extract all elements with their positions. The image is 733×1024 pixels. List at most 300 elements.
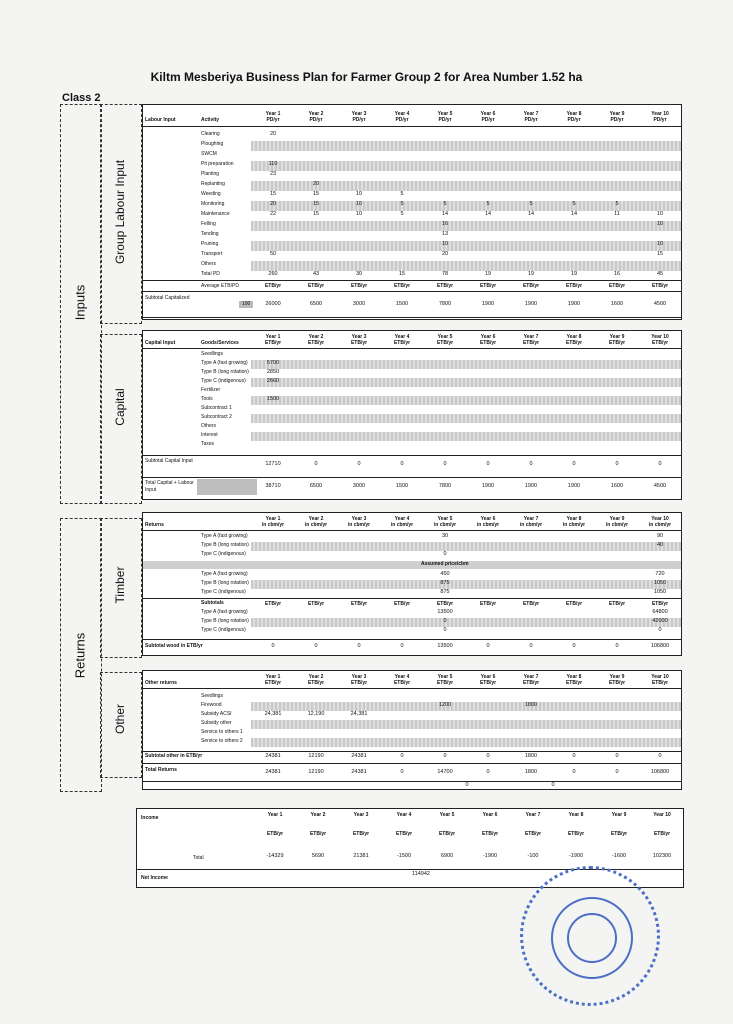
timber-label: Timber [113,566,127,604]
year-header: Year 7 [523,111,539,117]
year-header: Year 8 [568,812,584,818]
labour-row [251,141,681,151]
capital-subtotal-cell: 0 [529,461,533,467]
labour-subtotal-table [142,280,682,318]
table-head-label: Capital Input [145,340,176,346]
unit-header: ETB/yr [352,831,370,837]
unit-header: PD/yr [309,117,323,123]
unit-header: ETB/yr [393,283,411,289]
timber-volume-row [251,542,681,551]
labour-cell: 20 [269,131,277,137]
labour-cell: 10 [656,241,664,247]
unit-header: PD/yr [524,117,538,123]
capital-total-cell: 1500 [395,483,409,489]
year-header: Year 9 [609,334,625,340]
unit-header: in cbm/yr [519,522,543,528]
other-subtotal-cell: 0 [443,753,447,759]
year-header: Year 4 [394,674,410,680]
capital-total-cell: 4500 [653,483,667,489]
net-income-label: Net Income [141,875,168,881]
capital-table [142,330,682,500]
capital-row-label: Taxes [201,441,215,447]
capital-cell: 2850 [266,369,280,375]
year-header: Year 8 [566,516,582,522]
year-header: Year 3 [351,674,367,680]
unit-header: in cbm/yr [261,522,285,528]
labour-row [143,171,681,181]
labour-cell: 5 [529,201,533,207]
capital-subtotal-cell: 0 [615,461,619,467]
timber-subtotal-cell: 106800 [650,643,670,649]
labour-subtotal-cell: 1500 [395,301,409,307]
unit-header: ETB/yr [610,831,628,837]
timber-volume-row-label: Type C (indigenous) [201,551,246,557]
capital-row [251,396,681,405]
unit-header: ETB/yr [436,283,454,289]
capital-label: Capital [113,388,127,426]
timber-etb-cell: 0 [658,627,662,633]
timber-table [142,512,682,656]
total-returns-cell: 14700 [437,769,453,775]
timber-price-cell: 1050 [653,589,667,595]
capital-row [251,360,681,369]
labour-cell: 14 [527,211,535,217]
other-row [251,720,681,729]
timber-volume-cell: 30 [441,533,449,539]
labour-cell: 10 [656,211,664,217]
capital-row [251,378,681,387]
capital-row [143,441,681,450]
unit-header: ETB/yr [395,831,413,837]
capital-total-cell: 3000 [352,483,366,489]
unit-header: ETB/yr [264,283,282,289]
timber-subtotal-cell: 0 [615,643,619,649]
year-header: Year 4 [394,111,410,117]
timber-subtotal-cell: 0 [314,643,318,649]
unit-header: in cbm/yr [304,522,328,528]
unit-header: ETB/yr [479,340,497,346]
unit-header: ETB/yr [651,283,669,289]
total-returns-cell: 0 [615,769,619,775]
year-header: Year 2 [308,334,324,340]
labour-cell: 10 [355,191,363,197]
timber-etb-cell: 0 [443,627,447,633]
unit-header: ETB/yr [436,680,454,686]
unit-header: ETB/yr [567,831,585,837]
year-header: Year 10 [651,334,669,340]
below-total-cell: 0 [465,782,469,788]
labour-row-label: Pruning [201,241,219,247]
labour-cell: 20 [269,201,277,207]
labour-cell: 5 [615,201,619,207]
year-header: Year 5 [437,111,453,117]
unit-header: ETB/yr [565,283,583,289]
row-divider [143,455,681,456]
total-returns-label: Total Returns [145,767,177,773]
row-divider [143,781,681,782]
labour-row-label: Pit preparation [201,161,234,167]
unit-header: PD/yr [395,117,409,123]
unit-header: in cbm/yr [476,522,500,528]
unit-header: in cbm/yr [648,522,672,528]
labour-subtotal-cell: 26000 [265,301,281,307]
returns-label: Returns [72,632,88,679]
year-header: Year 5 [439,812,455,818]
labour-cell: 19 [570,271,578,277]
labour-cell: 13 [441,231,449,237]
labour-row-label: Ploughing [201,141,224,147]
labour-cell: 15 [312,211,320,217]
income-total-cell: -14329 [266,853,284,859]
below-total-cell: 0 [551,782,555,788]
labour-subtotal-cell: 1900 [481,301,495,307]
capital-row [143,423,681,432]
row-divider [143,751,681,752]
income-total-cell: -100 [527,853,539,859]
year-header: Year 6 [480,334,496,340]
labour-cell: 78 [441,271,449,277]
labour-subtotal-cell: 7800 [438,301,452,307]
unit-header: ETB/yr [350,340,368,346]
group-labour-label: Group Labour Input [113,159,127,265]
income-total-cell: -1600 [611,853,627,859]
year-header: Year 3 [351,111,367,117]
labour-cell: 10 [355,201,363,207]
unit-header: ETB/yr [565,680,583,686]
timber-volume-cell: 0 [443,551,447,557]
other-row-label: Service to others 2 [201,738,243,744]
year-header: Year 10 [651,674,669,680]
capital-cell: 5700 [266,360,280,366]
labour-row [143,231,681,241]
unit-header: ETB/yr [350,680,368,686]
labour-row-label: Maintenance [201,211,230,217]
labour-cell: 15 [269,191,277,197]
unit-header: ETB/yr [608,283,626,289]
timber-volume-cell: 90 [656,533,664,539]
year-header: Year 7 [523,516,539,522]
capital-subtotal-cell: 0 [443,461,447,467]
labour-cell: 10 [656,221,664,227]
income-total-cell: 5690 [311,853,325,859]
unit-header: ETB/yr [522,340,540,346]
total-returns-cell: 0 [400,769,404,775]
year-header: Year 3 [351,516,367,522]
year-header: Year 2 [308,674,324,680]
year-header: Year 1 [265,334,281,340]
year-header: Year 4 [394,516,410,522]
unit-header: ETB/yr [350,601,368,607]
assumed-price-label: Assumed price/cbm [421,561,469,567]
labour-row [143,251,681,261]
unit-header: in cbm/yr [605,522,629,528]
capital-row [251,432,681,441]
labour-cell: 5 [400,191,404,197]
capital-total-cell: 1900 [481,483,495,489]
capital-subtotal-cell: 0 [486,461,490,467]
unit-header: in cbm/yr [562,522,586,528]
capital-row-label: Fertilizer [201,387,221,393]
labour-row-label: Clearing [201,131,220,137]
unit-header: ETB/yr [651,601,669,607]
timber-price-cell: 1050 [653,580,667,586]
year-header: Year 5 [437,334,453,340]
timber-etb-cell: 42000 [652,618,668,624]
income-total-cell: -1900 [482,853,498,859]
labour-row-label: Transport [201,251,223,257]
labour-cell: 20 [312,181,320,187]
year-header: Year 6 [480,111,496,117]
labour-cell: 30 [355,271,363,277]
labour-row-label: SWCM [201,151,217,157]
labour-subtotal-cell: 1900 [567,301,581,307]
timber-price-row-label: Type C (indigenous) [201,589,246,595]
labour-row [143,131,681,141]
unit-header: ETB/yr [565,340,583,346]
table-head-sublabel: Goods/Services [201,340,239,346]
capital-row-label: Seedlings [201,351,223,357]
capital-subtotal-cell: 12710 [265,461,281,467]
labour-cell: 14 [441,211,449,217]
other-subtotal-cell: 0 [615,753,619,759]
year-header: Year 9 [611,812,627,818]
unit-header: ETB/yr [307,680,325,686]
labour-cell: 50 [269,251,277,257]
seal-center-ring [567,913,617,963]
row-divider [143,126,681,127]
unit-header: ETB/yr [481,831,499,837]
capital-subtotal-cell: 0 [314,461,318,467]
capital-row-label: Type A (fast growing) [201,360,248,366]
row-divider [143,291,681,292]
labour-row-label: Replanting [201,181,225,187]
year-header: Year 9 [609,111,625,117]
unit-header: ETB/yr [307,601,325,607]
timber-etb-cell: 13500 [437,609,453,615]
unit-header: PD/yr [610,117,624,123]
timber-etb-row-label: Type C (indigenous) [201,627,246,633]
other-row-label: Firewood [201,702,222,708]
timber-subtotal-cell: 0 [271,643,275,649]
year-header: Year 1 [265,111,281,117]
year-header: Year 3 [351,334,367,340]
labour-cell: 110 [268,161,278,167]
other-cell: 12,190 [307,711,325,717]
unit-header: ETB/yr [479,283,497,289]
capital-cell: 2660 [266,378,280,384]
labour-cell: 5 [443,201,447,207]
timber-volume-row-label: Type A (fast growing) [201,533,248,539]
total-capital-label: Total Capital + Labour Input [145,480,194,493]
year-header: Year 5 [437,674,453,680]
other-row [143,693,681,702]
unit-header: ETB/yr [436,340,454,346]
timber-etb-cell: 64800 [652,609,668,615]
capital-row-label: Type C (indigenous) [201,378,246,384]
year-header: Year 2 [308,111,324,117]
other-subtotal-cell: 0 [658,753,662,759]
unit-header: in cbm/yr [347,522,371,528]
unit-header: ETB/yr [264,340,282,346]
unit-header: PD/yr [352,117,366,123]
subtotal-capitalized-label: Subtotal Capitalized [145,295,190,301]
year-header: Year 1 [265,516,281,522]
unit-header: PD/yr [567,117,581,123]
unit-header: ETB/yr [438,831,456,837]
labour-cell: 15 [398,271,406,277]
year-header: Year 2 [310,812,326,818]
average-etb-label: Average ETB/PD [201,283,239,289]
year-header: Year 1 [267,812,283,818]
capital-row-label: Type B (long rotation) [201,369,249,375]
unit-header: ETB/yr [393,680,411,686]
labour-row-label: Weeding [201,191,221,197]
unit-header: in cbm/yr [390,522,414,528]
row-divider [143,477,681,478]
labour-row [251,261,681,271]
total-capital-shade [197,479,257,495]
total-returns-cell: 1800 [524,769,538,775]
labour-cell: 5 [572,201,576,207]
unit-header: ETB/yr [266,831,284,837]
table-head-label: Other returns [145,680,177,686]
unit-header: ETB/yr [393,340,411,346]
unit-header: ETB/yr [264,601,282,607]
timber-price-cell: 875 [440,589,450,595]
total-returns-cell: 0 [572,769,576,775]
other-subtotal-cell: 0 [400,753,404,759]
unit-header: PD/yr [653,117,667,123]
labour-row-label: Others [201,261,217,267]
capital-row-label: Subcontract 1 [201,405,232,411]
total-returns-cell: 106800 [650,769,670,775]
labour-cell: 15 [656,251,664,257]
year-header: Year 9 [609,674,625,680]
year-header: Year 4 [394,334,410,340]
capital-total-cell: 1600 [610,483,624,489]
table-head-label: Labour Input [145,117,176,123]
official-seal [520,866,660,1006]
other-subtotal-cell: 0 [572,753,576,759]
year-header: Year 10 [651,516,669,522]
year-header: Year 8 [566,674,582,680]
capital-subtotal-cell: 0 [357,461,361,467]
capital-total-cell: 6500 [309,483,323,489]
unit-header: ETB/yr [436,601,454,607]
labour-cell: 23 [269,171,277,177]
unit-header: ETB/yr [653,831,671,837]
labour-cell: 10 [355,211,363,217]
unit-header: ETB/yr [264,680,282,686]
unit-header: ETB/yr [522,283,540,289]
year-header: Year 8 [566,111,582,117]
labour-cell: 19 [527,271,535,277]
labour-row-label: Planting [201,171,220,177]
timber-volume-cell: 40 [656,542,664,548]
capital-row [143,387,681,396]
capital-total-cell: 38710 [265,483,281,489]
unit-header: in cbm/yr [433,522,457,528]
other-cell: 1200 [438,702,452,708]
unit-header: ETB/yr [524,831,542,837]
other-subtotal-cell: 0 [486,753,490,759]
other-cell: 1800 [524,702,538,708]
capital-subtotal-cell: 0 [658,461,662,467]
capital-row-label: Others [201,423,217,429]
capital-row [251,414,681,423]
labour-row [143,151,681,161]
capital-row-label: Interest [201,432,218,438]
timber-etb-cell: 0 [443,618,447,624]
year-header: Year 6 [482,812,498,818]
capital-row [143,351,681,360]
year-header: Year 9 [609,516,625,522]
income-total-cell: -1500 [396,853,412,859]
unit-header: ETB/yr [608,680,626,686]
other-cell: 24,381 [264,711,282,717]
labour-cell: 16 [613,271,621,277]
timber-subtotal-label: Subtotal wood in ETB/yr [145,643,203,649]
total-returns-cell: 0 [486,769,490,775]
capital-cell: 1500 [266,396,280,402]
unit-header: ETB/yr [307,340,325,346]
row-divider [143,763,681,764]
total-returns-cell: 24381 [265,769,281,775]
unit-header: ETB/yr [522,680,540,686]
timber-etb-row-label: Type A (fast growing) [201,609,248,615]
other-row-label: Seedlings [201,693,223,699]
average-etb-value: 100 [239,301,253,308]
unit-header: ETB/yr [608,601,626,607]
unit-header: ETB/yr [565,601,583,607]
other-row-label: Subsidy other [201,720,232,726]
other-cell: 24,381 [350,711,368,717]
unit-header: ETB/yr [350,283,368,289]
other-table [142,670,682,790]
labour-subtotal-cell: 4500 [653,301,667,307]
capital-subtotal-cell: 0 [572,461,576,467]
labour-subtotal-cell: 1600 [610,301,624,307]
labour-row [251,161,681,171]
labour-cell: 14 [484,211,492,217]
unit-header: ETB/yr [309,831,327,837]
unit-header: ETB/yr [651,340,669,346]
timber-subtotal-cell: 13500 [437,643,453,649]
year-header: Year 7 [523,334,539,340]
income-total-cell: 21381 [353,853,369,859]
row-divider [143,598,681,599]
labour-row-label: Total PD [201,271,220,277]
income-total-cell: 102300 [652,853,672,859]
capital-row-label: Subcontract 2 [201,414,232,420]
income-total-label: Total [193,855,204,861]
timber-price-cell: 450 [440,571,450,577]
labour-cell: 15 [312,191,320,197]
income-total-cell: -1900 [568,853,584,859]
unit-header: ETB/yr [393,601,411,607]
labour-subtotal-cell: 6500 [309,301,323,307]
timber-price-row-label: Type B (long rotation) [201,580,249,586]
year-header: Year 10 [653,812,671,818]
unit-header: ETB/yr [479,680,497,686]
timber-subtotal-cell: 0 [572,643,576,649]
table-head-sublabel: Activity [201,117,220,123]
table-head-label: Returns [145,522,164,528]
unit-header: ETB/yr [307,283,325,289]
year-header: Year 6 [480,516,496,522]
other-row-label: Subsidy ACSI [201,711,232,717]
other-subtotal-cell: 24381 [351,753,367,759]
